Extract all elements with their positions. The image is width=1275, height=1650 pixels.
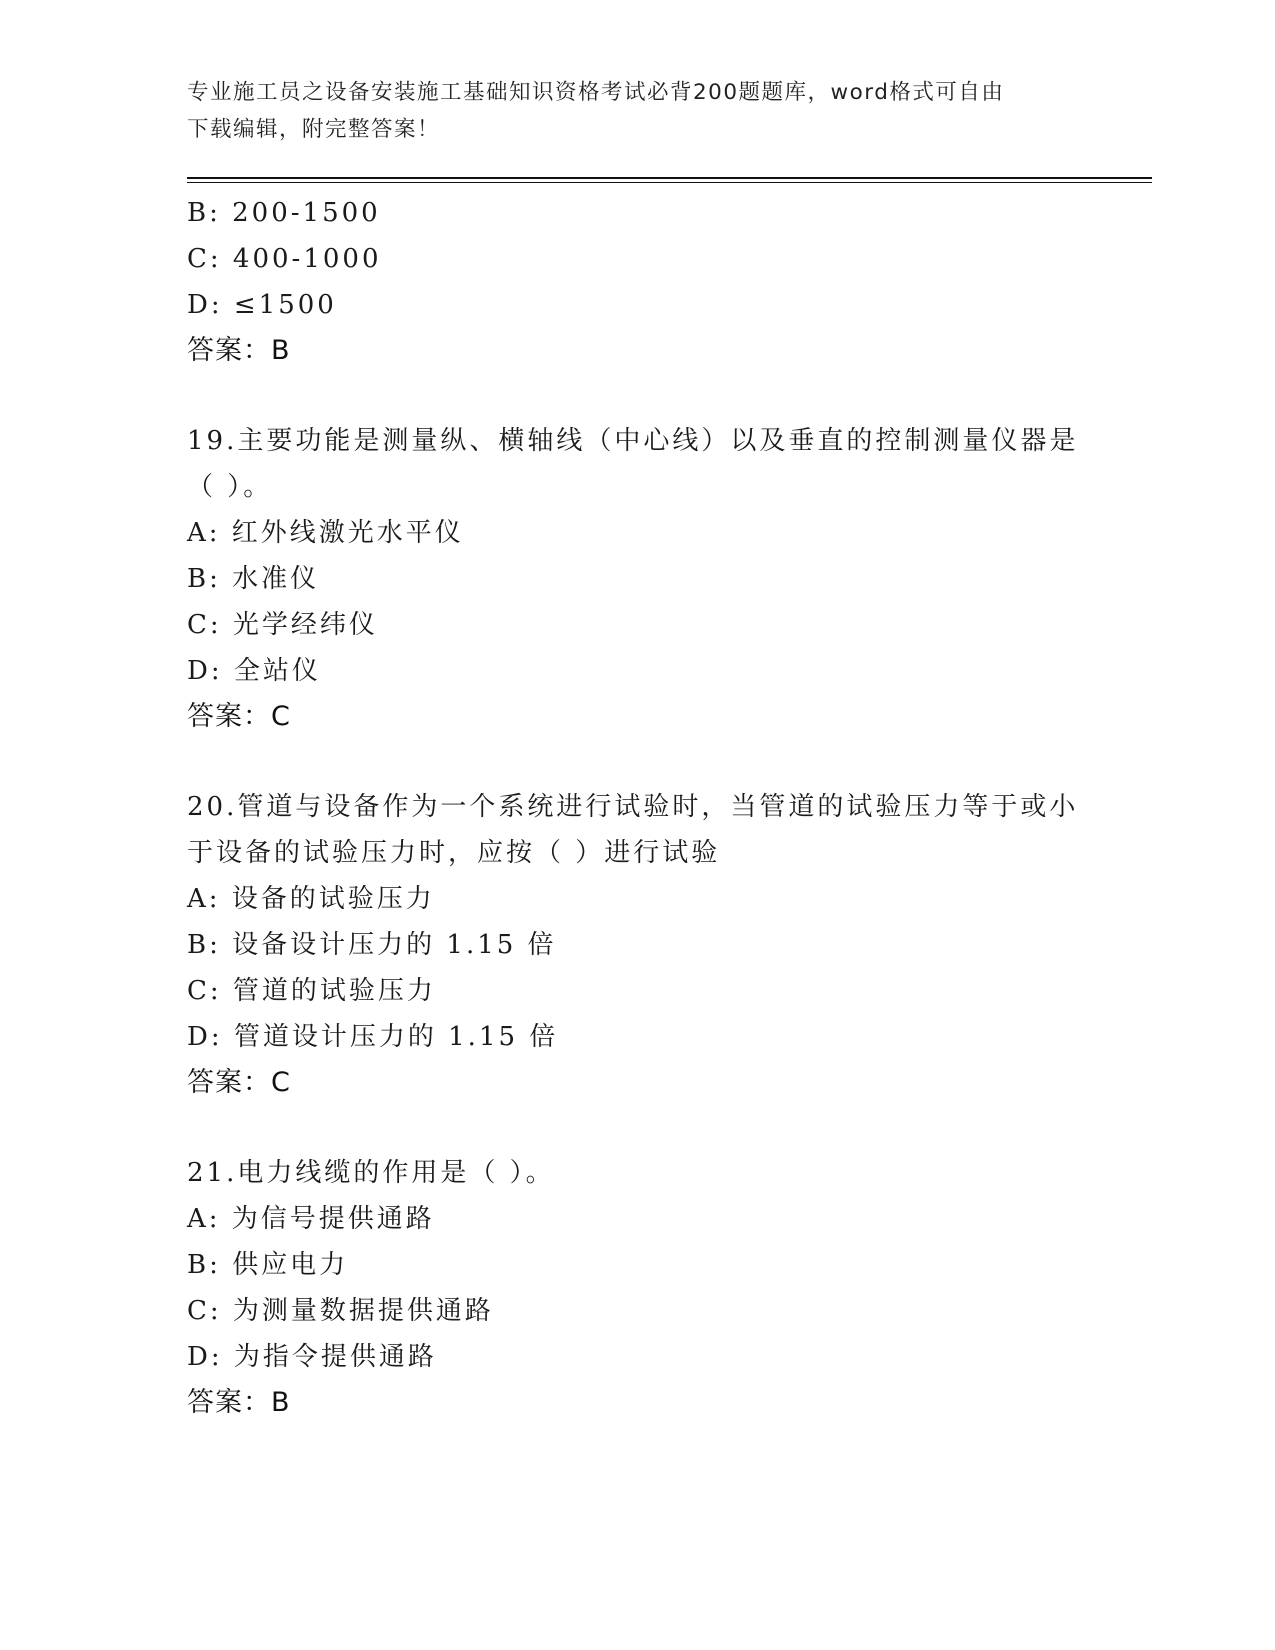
question-stem-continued: （ ）。 bbox=[187, 472, 273, 502]
question-19 bbox=[187, 418, 1087, 740]
question-stem: 19.主要功能是测量纵、横轴线（中心线）以及垂直的控制测量仪器是 bbox=[187, 426, 1079, 456]
option-c: C: 为测量数据提供通路 bbox=[187, 1296, 494, 1326]
header-divider-thick bbox=[187, 177, 1152, 179]
header-divider-thin bbox=[187, 182, 1152, 183]
option-c: C: 光学经纬仪 bbox=[187, 610, 378, 640]
option-a: A: 为信号提供通路 bbox=[187, 1204, 435, 1234]
option-c: C: 400-1000 bbox=[187, 244, 382, 274]
option-b: B: 供应电力 bbox=[187, 1250, 349, 1280]
question-stem-continued: 于设备的试验压力时，应按（ ）进行试验 bbox=[187, 838, 721, 868]
option-a: A: 设备的试验压力 bbox=[187, 884, 435, 914]
question-18-continuation bbox=[187, 190, 1087, 374]
option-b: B: 200-1500 bbox=[187, 198, 381, 228]
answer-label: 答案：C bbox=[187, 701, 291, 732]
page-header bbox=[187, 74, 1067, 148]
option-d: D: 全站仪 bbox=[187, 656, 321, 686]
question-list bbox=[187, 190, 1087, 1426]
option-b: B: 设备设计压力的 1.15 倍 bbox=[187, 930, 557, 960]
option-d: D: 为指令提供通路 bbox=[187, 1342, 437, 1372]
answer-label: 答案：C bbox=[187, 1067, 291, 1098]
option-a: A: 红外线激光水平仪 bbox=[187, 518, 464, 548]
question-stem: 21.电力线缆的作用是（ ）。 bbox=[187, 1158, 555, 1188]
option-d: D: ≤1500 bbox=[187, 290, 337, 320]
header-title-line-2: 下载编辑，附完整答案！ bbox=[187, 117, 441, 142]
answer-label: 答案：B bbox=[187, 335, 291, 366]
question-stem: 20.管道与设备作为一个系统进行试验时，当管道的试验压力等于或小 bbox=[187, 792, 1079, 822]
option-b: B: 水准仪 bbox=[187, 564, 320, 594]
question-20 bbox=[187, 784, 1087, 1106]
answer-label: 答案：B bbox=[187, 1387, 291, 1418]
option-d: D: 管道设计压力的 1.15 倍 bbox=[187, 1022, 559, 1052]
question-21 bbox=[187, 1150, 1087, 1426]
header-title-line-1: 专业施工员之设备安装施工基础知识资格考试必背200题题库，word格式可自由 bbox=[187, 80, 1005, 105]
option-c: C: 管道的试验压力 bbox=[187, 976, 436, 1006]
